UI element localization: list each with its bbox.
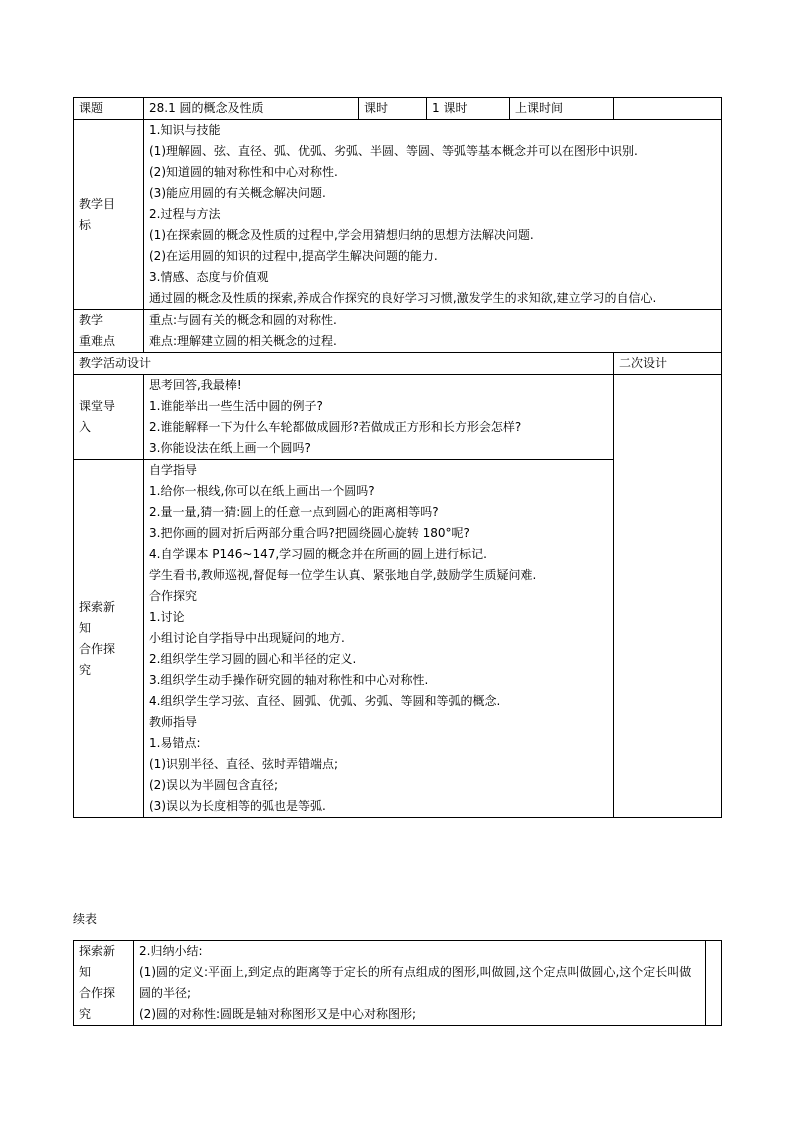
explore-line: 1.讨论 [149, 610, 185, 624]
objectives-line: (1)在探索圆的概念及性质的过程中,学会用猜想归纳的思想方法解决问题. [149, 228, 534, 242]
explore-line: 教师指导 [149, 715, 198, 729]
time-value [614, 98, 722, 120]
continued-explore-row [74, 941, 722, 1026]
explore-line: (3)误以为长度相等的弧也是等弧. [149, 799, 326, 813]
objectives-line: (2)知道圆的轴对称性和中心对称性. [149, 165, 338, 179]
header-row [74, 98, 722, 120]
explore-line: 4.自学课本 P146~147,学习圆的概念并在所画的圆上进行标记. [149, 547, 487, 561]
continued-title: 续表 [73, 912, 98, 926]
intro-line: 3.你能设法在纸上画一个圆吗? [149, 441, 311, 455]
continued-second-design-cell [706, 941, 722, 1026]
objectives-content [144, 120, 722, 310]
time-label: 上课时间 [510, 98, 614, 120]
explore-line: 1.给你一根线,你可以在纸上画出一个圆吗? [149, 484, 375, 498]
objectives-line: (1)理解圆、弦、直径、弧、优弧、劣弧、半圆、等圆、等弧等基本概念并可以在图形中识别. [149, 144, 638, 158]
explore-line: 2.量一量,猜一猜:圆上的任意一点到圆心的距离相等吗? [149, 505, 439, 519]
objectives-line: 通过圆的概念及性质的探索,养成合作探究的良好学习习惯,激发学生的求知欲,建立学习的自信心. [149, 291, 657, 305]
objectives-label: 教学目 标 [74, 120, 144, 310]
hours-value: 1 课时 [427, 98, 510, 120]
explore-line: 合作探究 [149, 589, 198, 603]
explore-line: 自学指导 [149, 463, 198, 477]
continued-line: (2)圆的对称性:圆既是轴对称图形又是中心对称图形; [139, 1007, 417, 1021]
intro-label: 课堂导 入 [74, 375, 144, 460]
intro-row [74, 375, 722, 460]
continued-table [73, 940, 722, 1026]
explore-label: 探索新 知 合作探 究 [74, 460, 144, 818]
second-design-cell [614, 375, 722, 818]
topic-value: 28.1 圆的概念及性质 [144, 98, 359, 120]
keypoints-content [144, 310, 722, 353]
objectives-line: 1.知识与技能 [149, 123, 221, 137]
activity-design-label: 教学活动设计 [74, 353, 614, 375]
second-design-label: 二次设计 [614, 353, 722, 375]
keypoints-line: 难点:理解建立圆的相关概念的过程. [149, 334, 337, 348]
objectives-line: 3.情感、态度与价值观 [149, 270, 269, 284]
explore-line: 4.组织学生学习弦、直径、圆弧、优弧、劣弧、等圆和等弧的概念. [149, 694, 501, 708]
continued-explore-label: 探索新 知 合作探 究 [74, 941, 134, 1026]
explore-line: (1)识别半径、直径、弦时弄错端点; [149, 757, 339, 771]
objectives-row [74, 120, 722, 310]
keypoints-line: 重点:与圆有关的概念和圆的对称性. [149, 313, 337, 327]
explore-line: 2.组织学生学习圆的圆心和半径的定义. [149, 652, 357, 666]
continued-explore-content [134, 941, 706, 1026]
intro-line: 2.谁能解释一下为什么车轮都做成圆形?若做成正方形和长方形会怎样? [149, 420, 522, 434]
objectives-line: (2)在运用圆的知识的过程中,提高学生解决问题的能力. [149, 249, 438, 263]
lesson-plan-table [73, 97, 722, 818]
intro-line: 思考回答,我最棒! [149, 378, 242, 392]
explore-line: 学生看书,教师巡视,督促每一位学生认真、紧张地自学,鼓励学生质疑问难. [149, 568, 537, 582]
objectives-line: (3)能应用圆的有关概念解决问题. [149, 186, 326, 200]
continued-line: 2.归纳小结: [139, 944, 203, 958]
hours-label: 课时 [359, 98, 427, 120]
topic-label: 课题 [74, 98, 144, 120]
explore-line: 3.组织学生动手操作研究圆的轴对称性和中心对称性. [149, 673, 429, 687]
explore-content [144, 460, 614, 818]
explore-line: 1.易错点: [149, 736, 201, 750]
explore-line: 3.把你画的圆对折后两部分重合吗?把圆绕圆心旋转 180°呢? [149, 526, 470, 540]
objectives-line: 2.过程与方法 [149, 207, 221, 221]
continued-line: (1)圆的定义:平面上,到定点的距离等于定长的所有点组成的图形,叫做圆,这个定点叫做圆心,这个定长叫做圆的半径; [139, 965, 692, 1000]
explore-line: 小组讨论自学指导中出现疑问的地方. [149, 631, 345, 645]
explore-line: (2)误以为半圆包含直径; [149, 778, 279, 792]
intro-line: 1.谁能举出一些生活中圆的例子? [149, 399, 323, 413]
keypoints-label: 教学 重难点 [74, 310, 144, 353]
activity-header-row [74, 353, 722, 375]
keypoints-row [74, 310, 722, 353]
intro-content [144, 375, 614, 460]
